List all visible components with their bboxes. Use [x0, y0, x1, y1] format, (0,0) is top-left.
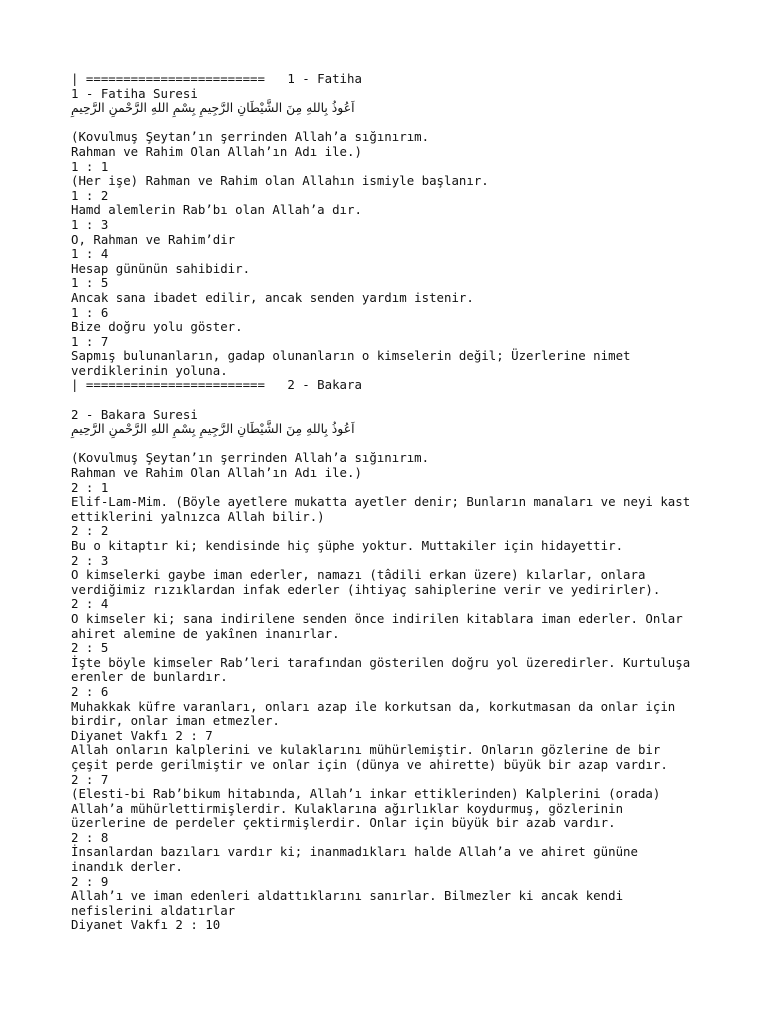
text-line: Allah’ı ve iman edenleri aldattıklarını sanırlar. Bilmezler ki ancak kendi [71, 888, 624, 904]
text-line: 2 : 8 [71, 829, 109, 845]
text-line: Muhakkak küfre varanları, onları azap ile korkutsan da, korkutmasan da onlar için [71, 698, 676, 714]
text-line: 2 : 5 [71, 640, 109, 656]
arabic-invocation-line: اَعُوذُ بِاللهِ مِنَ الشَّيْطَانِ الرَّجِيمِ بِسْمِ اللهِ الرَّحْمنِ الرَّحِيمِ [71, 421, 355, 437]
text-line: 2 : 1 [71, 479, 109, 495]
text-line: 1 - Fatiha Suresi [71, 85, 198, 101]
text-line: nefislerini aldatırlar [71, 902, 236, 918]
text-line: Sapmış bulunanların, gadap olunanların o kimselerin değil; Üzerlerine nimet [71, 348, 631, 364]
arabic-invocation-line: اَعُوذُ بِاللهِ مِنَ الشَّيْطَانِ الرَّجِيمِ بِسْمِ اللهِ الرَّحْمنِ الرَّحِيمِ [71, 100, 355, 116]
text-line: 1 : 3 [71, 216, 109, 232]
text-line: 1 : 7 [71, 333, 109, 349]
text-line: Hamd alemlerin Rab’bı olan Allah’a dır. [71, 202, 362, 218]
text-line: ettiklerini yalnızca Allah bilir.) [71, 508, 325, 524]
text-line: 2 : 3 [71, 552, 109, 568]
text-line: Diyanet Vakfı 2 : 10 [71, 917, 221, 933]
text-line: Bu o kitaptır ki; kendisinde hiç şüphe yoktur. Muttakiler için hidayettir. [71, 538, 624, 553]
text-line: Diyanet Vakfı 2 : 7 [71, 727, 213, 743]
text-line: verdiğimiz rızıklardan infak ederler (ihtiyaç sahiplerine verir ve yedirirler). [71, 581, 661, 597]
text-line: erenler de bunlardır. [71, 669, 228, 685]
text-line: verdiklerinin yoluna. [71, 362, 228, 378]
text-line: | ======================== 2 - Bakara [71, 377, 362, 393]
text-line: İnsanlardan bazıları vardır ki; inanmadıkları halde Allah’a ve ahiret gününe [71, 844, 638, 860]
text-line: 2 - Bakara Suresi [71, 406, 198, 422]
text-line: (Elesti-bi Rab’bikum hitabında, Allah’ı inkar ettiklerinden) Kalplerini (orada) [71, 786, 661, 802]
text-line: ahiret alemine de yakînen inanırlar. [71, 625, 340, 641]
text-line: Elif-Lam-Mim. (Böyle ayetlere mukatta ayetler denir; Bunların manaları ve neyi kast [71, 494, 691, 510]
text-line: 1 : 1 [71, 158, 109, 174]
text-line: Hesap gününün sahibidir. [71, 260, 251, 276]
text-line: | ======================== 1 - Fatiha [71, 71, 362, 86]
text-line: 1 : 5 [71, 275, 109, 291]
text-line: (Kovulmuş Şeytan’ın şerrinden Allah’a sığınırım. [71, 129, 430, 145]
blank-line [71, 116, 751, 131]
text-line: 2 : 9 [71, 873, 109, 889]
document-body [71, 72, 751, 933]
text-line: O kimselerki gaybe iman ederler, namazı (tâdili erkan üzere) kılarlar, onlara [71, 567, 646, 583]
text-line: (Kovulmuş Şeytan’ın şerrinden Allah’a sığınırım. [71, 450, 430, 466]
text-line: Ancak sana ibadet edilir, ancak senden yardım istenir. [71, 289, 474, 305]
text-line: 1 : 6 [71, 304, 109, 320]
text-line: 2 : 6 [71, 683, 109, 699]
text-line: inandık derler. [71, 859, 183, 875]
text-line: çeşit perde gerilmiştir ve onlar için (dünya ve ahirette) büyük bir azap vardır. [71, 756, 668, 772]
blank-line [71, 393, 751, 408]
text-line: Allah onların kalplerini ve kulaklarını mühürlemiştir. Onların gözlerine de bir [71, 742, 661, 758]
text-line: Allah’a mühürlettirmişlerdir. Kulaklarına ağırlıklar koydurmuş, gözlerinin [71, 800, 624, 816]
text-line: üzerlerine de perdeler çektirmişlerdir. Onlar için büyük bir azab vardır. [71, 815, 616, 831]
text-line: 1 : 2 [71, 187, 109, 203]
text-line: O, Rahman ve Rahim’dir [71, 231, 236, 247]
text-line: O kimseler ki; sana indirilene senden önce indirilen kitablara iman ederler. Onlar [71, 610, 683, 626]
text-line: Bize doğru yolu göster. [71, 319, 243, 335]
text-line: Rahman ve Rahim Olan Allah’ın Adı ile.) [71, 465, 362, 481]
text-line: Rahman ve Rahim Olan Allah’ın Adı ile.) [71, 143, 362, 159]
blank-line [71, 437, 751, 452]
text-line: 2 : 2 [71, 523, 109, 539]
text-line: (Her işe) Rahman ve Rahim olan Allahın ismiyle başlanır. [71, 173, 489, 189]
text-line: İşte böyle kimseler Rab’leri tarafından gösterilen doğru yol üzeredirler. Kurtuluşa [71, 654, 691, 670]
text-line: birdir, onlar iman etmezler. [71, 713, 280, 729]
text-line: 2 : 4 [71, 596, 109, 612]
text-line: 2 : 7 [71, 771, 109, 787]
text-line: 1 : 4 [71, 246, 109, 262]
